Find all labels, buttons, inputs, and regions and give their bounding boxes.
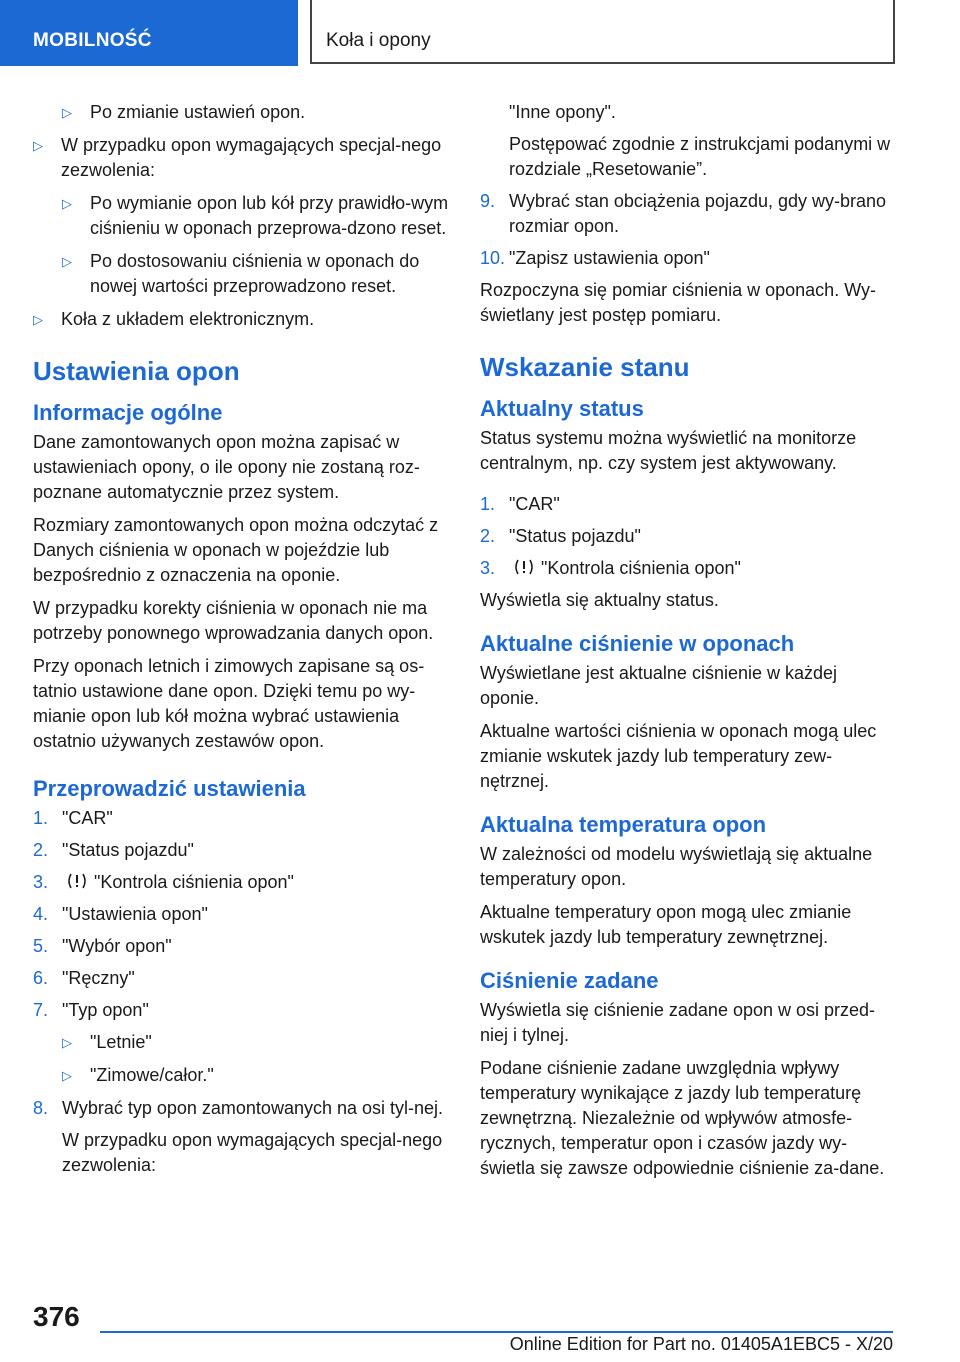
step-item: 3. "Kontrola ciśnienia opon"	[480, 558, 741, 578]
right-column	[480, 100, 896, 1189]
heading-status-display: Wskazanie stanu	[480, 352, 690, 382]
paragraph: Aktualne wartości ciśnienia w oponach mogą ulec zmianie wskutek jazdy lub temperatury zew-nętrznej.	[480, 721, 877, 791]
bullet-item: ▷ W przypadku opon wymagających specjal-nego zezwolenia:	[33, 135, 442, 180]
paragraph: Rozmiary zamontowanych opon można odczytać z Danych ciśnienia w oponach w pojeździe lub bezpośrednio z oznaczenia na oponie.	[33, 515, 439, 585]
step-item: 5. "Wybór opon"	[33, 936, 172, 956]
heading-tire-settings: Ustawienia opon	[33, 356, 240, 386]
paragraph: Rozpoczyna się pomiar ciśnienia w oponach. Wy-świetlany jest postęp pomiaru.	[480, 280, 877, 325]
heading-current-pressure: Aktualne ciśnienie w oponach	[480, 631, 795, 656]
step-item: 8. Wybrać typ opon zamontowanych na osi tyl-nej.	[33, 1098, 444, 1118]
paragraph: Aktualne temperatury opon mogą ulec zmianie wskutek jazdy lub temperatury zewnętrznej.	[480, 902, 852, 947]
chapter-title: Koła i opony	[310, 0, 895, 64]
paragraph: Wyświetla się aktualny status.	[480, 590, 719, 610]
step-item: 10. "Zapisz ustawienia opon"	[480, 248, 710, 268]
tire-pressure-warning-icon	[66, 872, 88, 890]
bullet-item: ▷ Po wymianie opon lub kół przy prawidło-wym ciśnieniu w oponach przeprowa-dzono reset.	[62, 193, 449, 238]
paragraph: Status systemu można wyświetlić na monitorze centralnym, np. czy system jest aktywowany.	[480, 428, 857, 473]
section-tab: MOBILNOŚĆ	[0, 0, 298, 66]
heading-general-info: Informacje ogólne	[33, 400, 223, 425]
bullet-item: ▷ "Letnie"	[33, 1030, 449, 1055]
page-number: 376	[33, 1301, 80, 1332]
step-continuation: Postępować zgodnie z instrukcjami podanymi w rozdziale „Resetowanie”.	[509, 134, 891, 179]
step-item: 2. "Status pojazdu"	[33, 840, 194, 860]
paragraph: W przypadku korekty ciśnienia w oponach nie ma potrzeby ponownego wprowadzania danych opon.	[33, 598, 434, 643]
step-continuation: W przypadku opon wymagających specjal-nego zezwolenia:	[62, 1130, 443, 1175]
footer-divider	[100, 1331, 893, 1333]
heading-target-pressure: Ciśnienie zadane	[480, 968, 659, 993]
triangle-bullet-icon: ▷	[62, 105, 72, 120]
triangle-bullet-icon: ▷	[62, 254, 72, 269]
paragraph: Przy oponach letnich i zimowych zapisane są os-tatnio ustawione dane opon. Dzięki temu po wy-mianie opon lub kół można wybrać ustawienia ostatnio używanych zestawów opon.	[33, 656, 425, 751]
bullet-item: ▷ Po dostosowaniu ciśnienia w oponach do nowej wartości przeprowadzono reset.	[62, 251, 420, 296]
paragraph: Dane zamontowanych opon można zapisać w ustawieniach opony, o ile opony nie zostaną roz-poznane automatycznie przez system.	[33, 432, 420, 502]
paragraph: W zależności od modelu wyświetlają się aktualne temperatury opon.	[480, 844, 873, 889]
triangle-bullet-icon: ▷	[62, 1035, 72, 1050]
step-item: 7. "Typ opon"	[33, 1000, 149, 1020]
paragraph: Wyświetlane jest aktualne ciśnienie w każdej oponie.	[480, 663, 838, 708]
step-item: 4. "Ustawienia opon"	[33, 904, 208, 924]
step-item: 6. "Ręczny"	[33, 968, 135, 988]
triangle-bullet-icon: ▷	[62, 1068, 72, 1083]
step-item: 1. "CAR"	[33, 808, 113, 828]
triangle-bullet-icon: ▷	[33, 138, 43, 153]
left-column	[33, 100, 449, 1185]
paragraph: Podane ciśnienie zadane uwzględnia wpływy temperatury wynikające z jazdy lub temperaturę zewnętrzną. Niezależnie od wpływów atmosfe-rycznych, temperatur opon i czasów jazdy wy-świetla się zawsze odpowiednie ciśnienie za-dane.	[480, 1058, 885, 1178]
heading-perform-settings: Przeprowadzić ustawienia	[33, 776, 306, 801]
triangle-bullet-icon: ▷	[62, 196, 72, 211]
step-item: 3. "Kontrola ciśnienia opon"	[33, 872, 294, 892]
paragraph: Wyświetla się ciśnienie zadane opon w osi przed-niej i tylnej.	[480, 1000, 876, 1045]
heading-current-temperature: Aktualna temperatura opon	[480, 812, 767, 837]
edition-note: Online Edition for Part no. 01405A1EBC5 - X/20	[509, 1334, 893, 1354]
page-header	[0, 0, 960, 66]
bullet-item: ▷ Po zmianie ustawień opon.	[33, 100, 449, 125]
bullet-item: ▷ Koła z układem elektronicznym.	[33, 307, 449, 332]
heading-current-status: Aktualny status	[480, 396, 644, 421]
step-continuation: "Inne opony".	[509, 102, 616, 122]
step-item: 2. "Status pojazdu"	[480, 526, 641, 546]
bullet-item: ▷ "Zimowe/całor."	[33, 1063, 449, 1088]
step-item: 1. "CAR"	[480, 494, 560, 514]
tire-pressure-warning-icon	[513, 558, 535, 576]
triangle-bullet-icon: ▷	[33, 312, 43, 327]
step-item: 9. Wybrać stan obciążenia pojazdu, gdy wy-brano rozmiar opon.	[480, 191, 887, 236]
